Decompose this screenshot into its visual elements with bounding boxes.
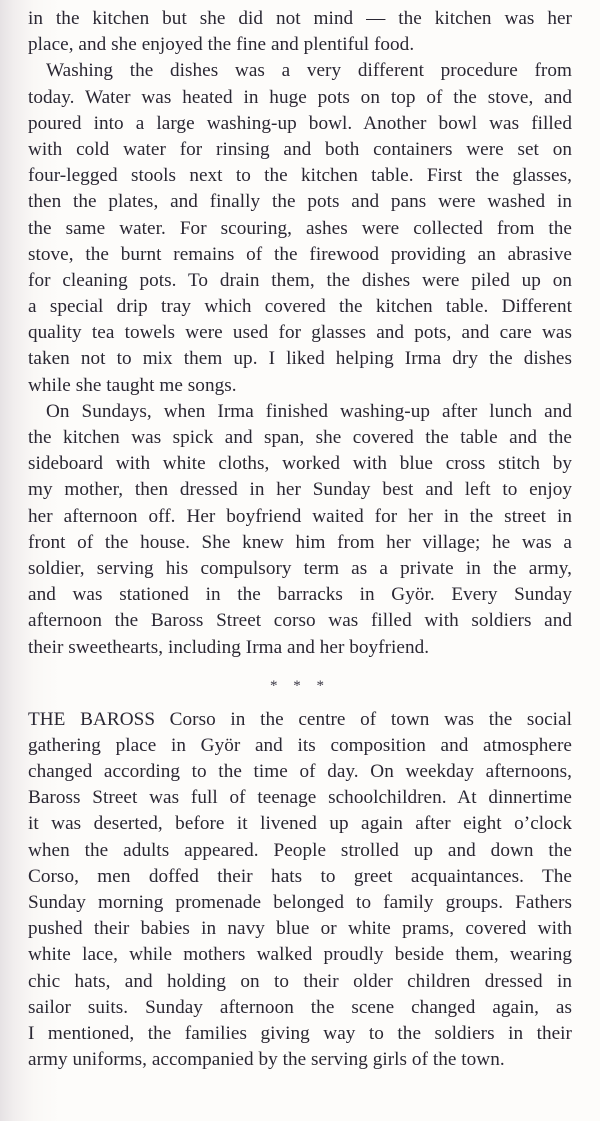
paragraph-sundays bbox=[28, 399, 572, 661]
text-line: front of the house. She knew him from her village; he was a bbox=[28, 531, 572, 553]
text-line: chic hats, and holding on to their older children dressed in bbox=[28, 970, 572, 992]
paragraph-kitchen bbox=[28, 6, 572, 58]
text-line: poured into a large washing-up bowl. Another bowl was filled bbox=[28, 112, 572, 134]
text-line: it was deserted, before it livened up again after eight o’clock bbox=[28, 813, 572, 835]
book-page bbox=[28, 6, 572, 1073]
text-line: I mentioned, the families giving way to the soldiers in their bbox=[28, 1022, 572, 1044]
text-line: sailor suits. Sunday afternoon the scene changed again, as bbox=[28, 996, 572, 1018]
text-line: Corso, men doffed their hats to greet acquaintances. The bbox=[28, 865, 572, 887]
text-line: quality tea towels were used for glasses and pots, and care was bbox=[28, 322, 572, 344]
text-line: with cold water for rinsing and both containers were set on bbox=[28, 138, 572, 160]
text-line: in the kitchen but she did not mind — the kitchen was her bbox=[28, 8, 572, 29]
text-line: white lace, while mothers walked proudly beside them, wearing bbox=[28, 944, 572, 966]
text-line: a special drip tray which covered the kitchen table. Different bbox=[28, 296, 572, 318]
text-line: the same water. For scouring, ashes were collected from the bbox=[28, 217, 572, 239]
text-line: my mother, then dressed in her Sunday best and left to enjoy bbox=[28, 479, 572, 501]
text-line: then the plates, and finally the pots and pans were washed in bbox=[28, 191, 572, 213]
text-line: Sunday morning promenade belonged to family groups. Fathers bbox=[28, 892, 572, 913]
text-line: gathering place in Györ and its composition and atmosphere bbox=[28, 734, 572, 756]
text-line: soldier, serving his compulsory term as a private in the army, bbox=[28, 557, 572, 579]
text-line: when the adults appeared. People strolled up and down the bbox=[28, 839, 572, 861]
text-line: and was stationed in the barracks in Györ. Every Sunday bbox=[28, 584, 572, 606]
text-line: afternoon the Baross Street corso was filled with soldiers and bbox=[28, 610, 572, 632]
text-line: the kitchen was spick and span, she covered the table and the bbox=[28, 427, 572, 448]
section-separator: * * * bbox=[270, 677, 330, 694]
text-line: four-legged stools next to the kitchen table. First the glasses, bbox=[28, 165, 572, 187]
text-line: while she taught me songs. bbox=[28, 374, 237, 396]
text-line: On Sundays, when Irma finished washing-up after lunch and bbox=[46, 400, 572, 422]
text-line: place, and she enjoyed the fine and plentiful food. bbox=[28, 34, 415, 56]
text-line: stove, the burnt remains of the firewood providing an abrasive bbox=[28, 243, 572, 265]
paragraph-washing-dishes bbox=[28, 58, 572, 398]
paragraph-baross-corso bbox=[28, 707, 572, 1074]
text-line: Baross Street was full of teenage schoolchildren. At dinnertime bbox=[28, 787, 572, 809]
text-line: THE BAROSS Corso in the centre of town was the social bbox=[28, 708, 572, 730]
text-line: sideboard with white cloths, worked with blue cross stitch by bbox=[28, 453, 572, 475]
text-line: taken not to mix them up. I liked helping Irma dry the dishes bbox=[28, 348, 572, 370]
text-line: changed according to the time of day. On weekday afternoons, bbox=[28, 761, 572, 783]
text-line: her afternoon off. Her boyfriend waited for her in the street in bbox=[28, 505, 572, 527]
text-line: today. Water was heated in huge pots on top of the stove, and bbox=[28, 86, 572, 108]
text-line: for cleaning pots. To drain them, the dishes were piled up on bbox=[28, 269, 572, 291]
text-line: their sweethearts, including Irma and her boyfriend. bbox=[28, 636, 430, 658]
text-line: Washing the dishes was a very different procedure from bbox=[46, 60, 572, 82]
text-line: army uniforms, accompanied by the serving girls of the town. bbox=[28, 1049, 505, 1071]
text-line: pushed their babies in navy blue or white prams, covered with bbox=[28, 918, 572, 940]
